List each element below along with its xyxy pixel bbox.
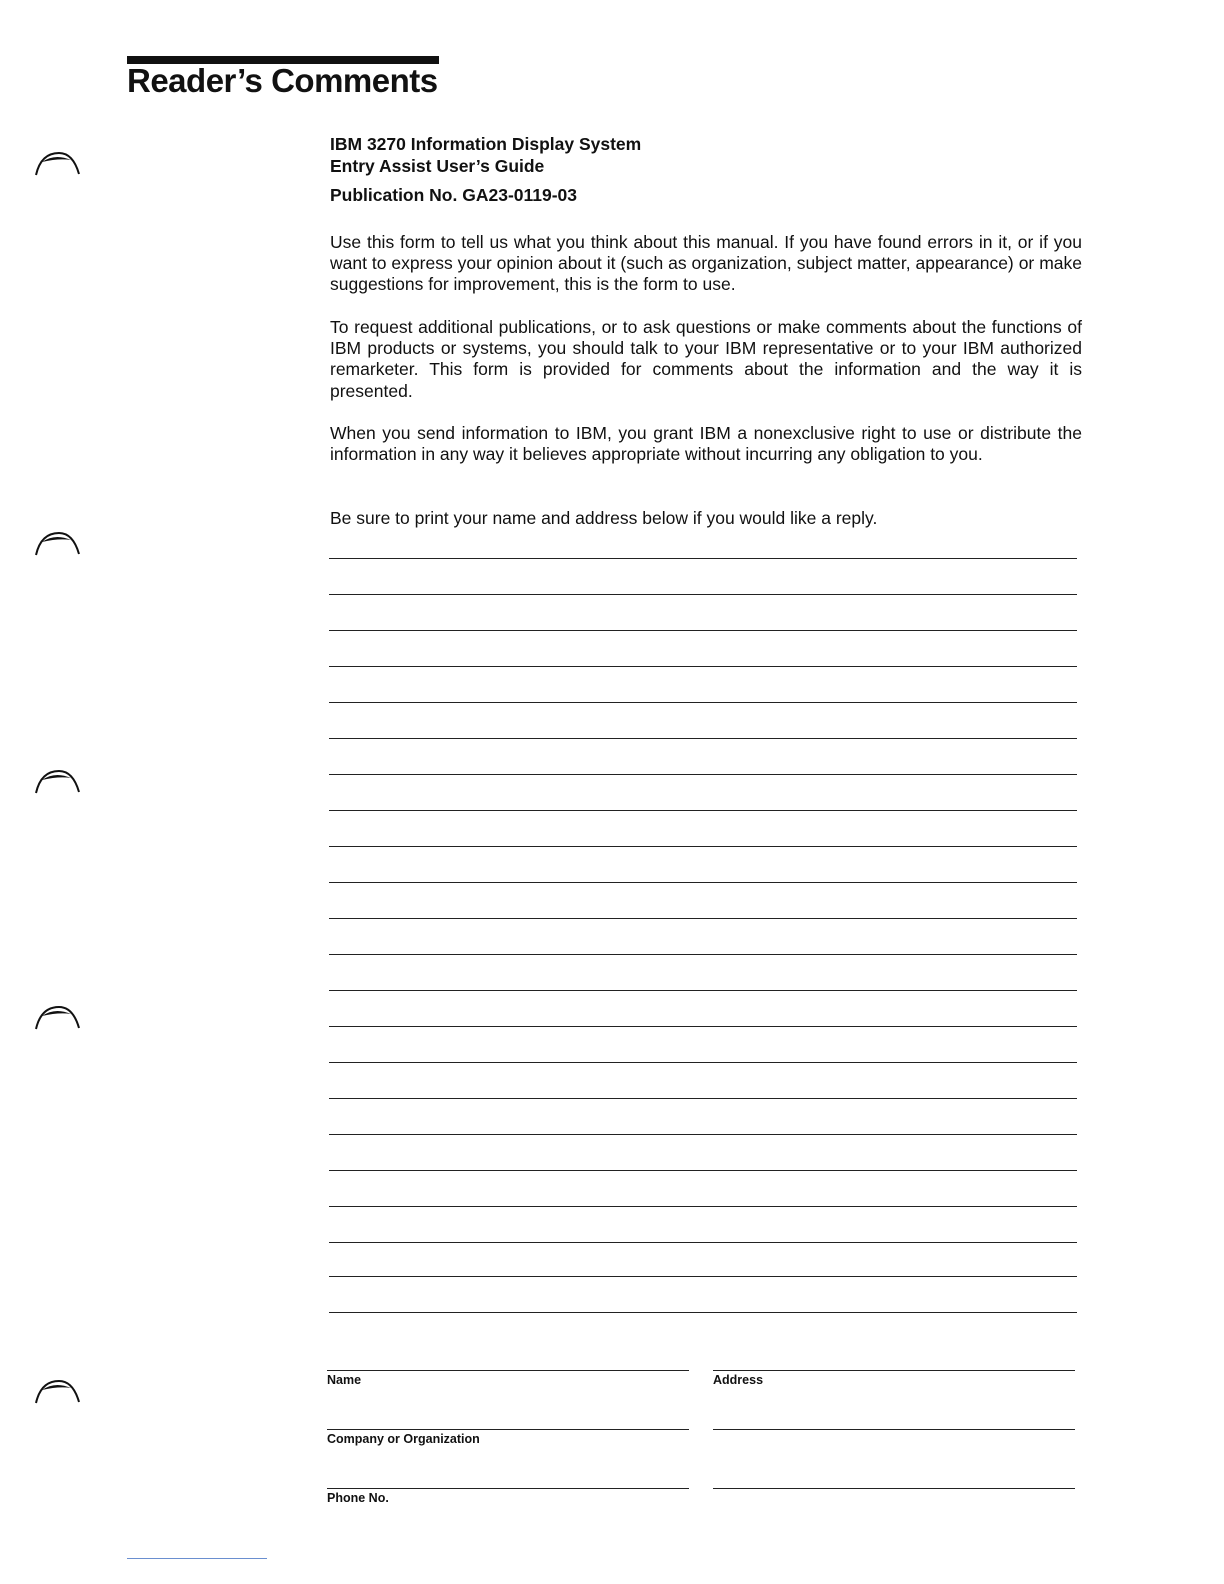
- comment-line[interactable]: [329, 702, 1077, 703]
- page-title: Reader’s Comments: [127, 62, 438, 99]
- comment-line[interactable]: [329, 954, 1077, 955]
- publications-paragraph: To request additional publications, or to ask questions or make comments about the functions of IBM products or systems, you should talk to your IBM representative or to your IBM authorized remarketer. This form is provided for comments about the information and the way it is presented.: [330, 317, 1082, 401]
- publication-number: Publication No. GA23-0119-03: [330, 185, 578, 205]
- comment-line[interactable]: [329, 1170, 1077, 1171]
- punch-hole-icon: [33, 1378, 81, 1404]
- comment-line[interactable]: [329, 918, 1077, 919]
- punch-hole-icon: [33, 150, 81, 176]
- comment-line[interactable]: [329, 882, 1077, 883]
- name-label: Name: [327, 1373, 362, 1387]
- publication-title: [330, 134, 641, 177]
- intro-paragraph: Use this form to tell us what you think about this manual. If you have found errors in it, or if you want to express your opinion about it (such as organization, subject matter, appearance) or make suggestions for improvement, this is the form to use.: [330, 232, 1082, 295]
- comment-line[interactable]: [329, 738, 1077, 739]
- reply-paragraph: Be sure to print your name and address below if you would like a reply.: [330, 508, 878, 528]
- comment-line[interactable]: [329, 1026, 1077, 1027]
- comment-line[interactable]: [329, 594, 1077, 595]
- comment-line[interactable]: [329, 558, 1077, 559]
- comment-line[interactable]: [329, 846, 1077, 847]
- phone-label: Phone No.: [327, 1491, 389, 1505]
- comment-line[interactable]: [329, 810, 1077, 811]
- comment-line[interactable]: [329, 1206, 1077, 1207]
- address-line-3-field[interactable]: [713, 1488, 1075, 1489]
- company-label: Company or Organization: [327, 1432, 480, 1446]
- comment-line[interactable]: [329, 1242, 1077, 1243]
- bottom-edge-rule: [127, 1558, 267, 1559]
- phone-field[interactable]: [327, 1488, 689, 1505]
- name-field[interactable]: [327, 1370, 689, 1387]
- address-line-2-field[interactable]: [713, 1429, 1075, 1430]
- comment-line[interactable]: [329, 666, 1077, 667]
- punch-hole-icon: [33, 530, 81, 556]
- comment-line[interactable]: [329, 1134, 1077, 1135]
- company-field[interactable]: [327, 1429, 689, 1446]
- comment-line[interactable]: [329, 1098, 1077, 1099]
- comment-line[interactable]: [329, 990, 1077, 991]
- comment-line[interactable]: [329, 630, 1077, 631]
- comment-line[interactable]: [329, 1276, 1077, 1277]
- comment-line[interactable]: [329, 1062, 1077, 1063]
- comment-line[interactable]: [329, 774, 1077, 775]
- punch-hole-icon: [33, 1004, 81, 1030]
- punch-hole-icon: [33, 768, 81, 794]
- comment-line[interactable]: [329, 1312, 1077, 1313]
- address-field[interactable]: [713, 1370, 1075, 1387]
- rights-paragraph: When you send information to IBM, you grant IBM a nonexclusive right to use or distribute the information in any way it believes appropriate without incurring any obligation to you.: [330, 423, 1082, 465]
- address-label: Address: [713, 1373, 764, 1387]
- publication-line-2: Entry Assist User’s Guide: [330, 155, 545, 176]
- publication-line-1: IBM 3270 Information Display System: [330, 134, 642, 154]
